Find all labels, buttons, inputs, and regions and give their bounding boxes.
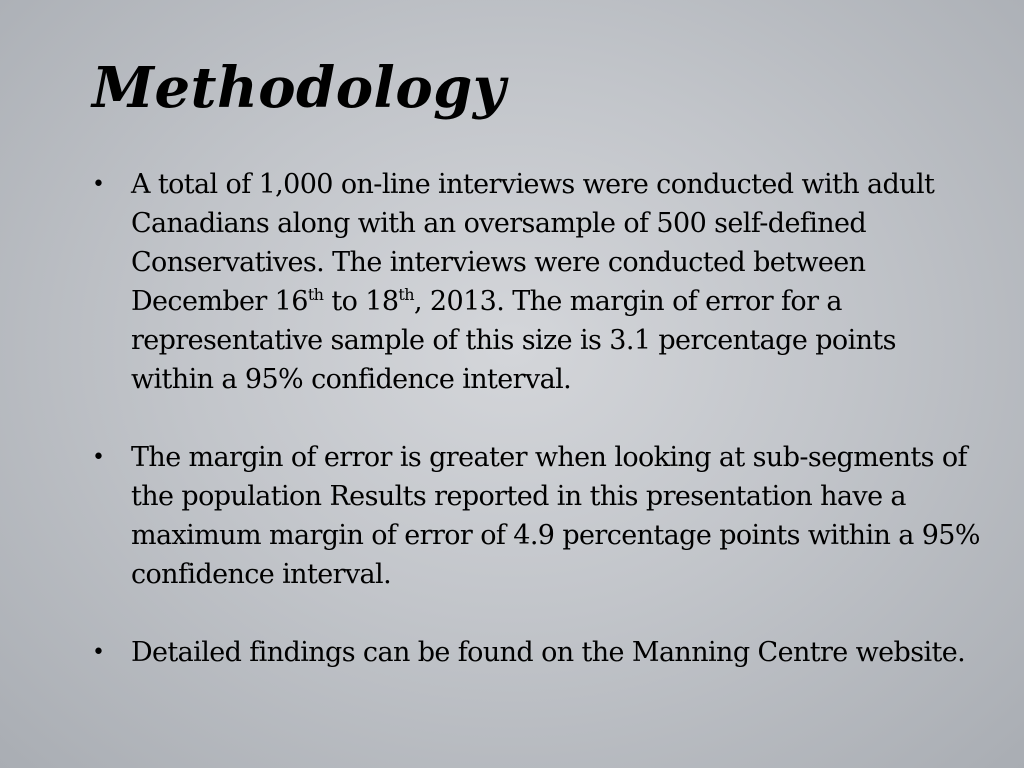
bullet-text: The margin of error is greater when looking at sub-segments of the population Results reported in this presentation have a maximum margin of error of 4.9 percentage points within a 95% confidence interval. [131, 442, 980, 590]
bullet-text: Detailed findings can be found on the Manning Centre website. [131, 637, 966, 668]
ordinal-suffix: th [398, 285, 414, 304]
bullet-text-part: to 18 [323, 286, 399, 317]
bullet-icon: • [92, 445, 105, 470]
bullet-item-detailed-findings [0, 633, 981, 672]
bullet-text-part: A total of 1,000 on-line interviews were conducted with adult Canadians along with an oversample of 500 self-defined Conservatives. The interviews were conducted between December 16 [131, 169, 935, 317]
bullet-item-methodology [0, 165, 981, 399]
bullet-text-part: , 2013. The margin of error for a representative sample of this size is 3.1 percentage points within a 95% confidence interval. [131, 286, 896, 395]
bullet-icon: • [92, 172, 105, 197]
bullet-item-margin-of-error [0, 438, 981, 594]
ordinal-suffix: th [307, 285, 324, 304]
slide-title: Methodology [92, 55, 506, 121]
bullet-list [0, 165, 1024, 711]
bullet-icon: • [92, 640, 105, 665]
